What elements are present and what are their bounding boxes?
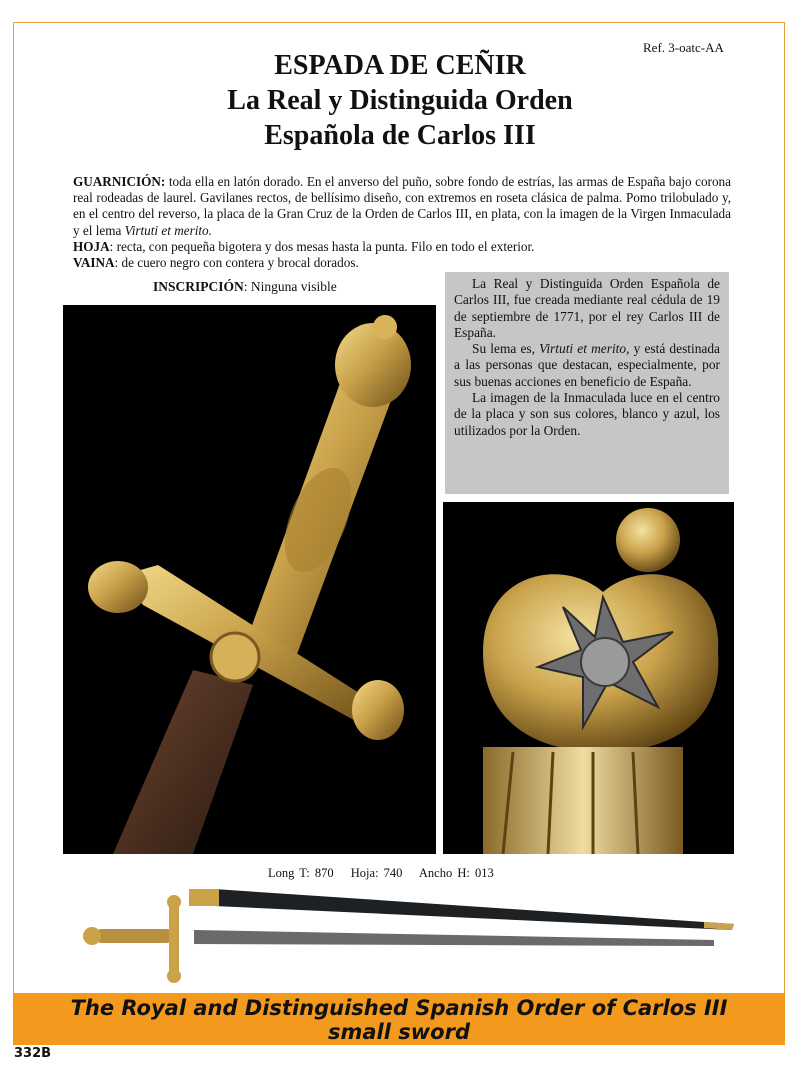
pommel-plaque-illustration	[443, 502, 734, 854]
scabbard-locket	[189, 889, 219, 906]
full-sword-illustration	[74, 884, 744, 984]
english-title-banner	[13, 993, 785, 1045]
hoja-label: HOJA	[73, 238, 110, 254]
dimension-long: Long T: 870	[268, 866, 334, 880]
pommel-shape	[335, 323, 411, 407]
title-line-2: La Real y Distinguida Orden	[227, 85, 573, 116]
guard-right-rosette	[352, 680, 404, 740]
blade-shape	[113, 670, 253, 854]
guard-center-rosette	[211, 633, 259, 681]
note-paragraph-2	[454, 341, 720, 390]
title-line-3: Española de Carlos III	[264, 120, 536, 151]
note-p2-before: Su lema es,	[472, 341, 540, 357]
history-note-box	[445, 272, 729, 494]
page-title	[150, 48, 650, 153]
title-line-1: ESPADA DE CEÑIR	[274, 50, 526, 81]
note-p2-after: y está destinada a las personas que destacan, especialmente, por sus buenas acciones en beneficio de España.	[454, 341, 721, 389]
page-number: 332B	[14, 1046, 52, 1061]
crossguard-bottom-finial	[167, 969, 181, 983]
guard-left-rosette	[88, 561, 148, 613]
banner-line-2: small sword	[328, 1020, 470, 1044]
inscription	[153, 279, 337, 295]
description-block	[73, 174, 731, 271]
pommel-top-knob	[616, 508, 680, 572]
guarnicion-motto: Virtuti et merito.	[124, 222, 212, 238]
hoja-text: : recta, con pequeña bigotera y dos mesas hasta la punta. Filo en todo el exterior.	[109, 238, 535, 254]
hoja-paragraph	[73, 239, 731, 255]
hilt-closeup-photo	[63, 305, 436, 854]
sword-crossguard-shape	[169, 902, 179, 978]
note-paragraph-3: La imagen de la Inmaculada luce en el centro de la placa y son sus colores, blanco y azul, los utilizados por la Orden.	[454, 390, 720, 438]
note-paragraph-1: La Real y Distinguida Orden Española de Carlos III, fue creada mediante real cédula de 19 de septiembre de 1771, por el rey Carlos III de España.	[454, 276, 720, 340]
sword-blade-shape	[194, 930, 714, 946]
pommel-finial-shape	[373, 315, 397, 339]
banner-line-1: The Royal and Distinguished Spanish Order of Carlos III	[70, 996, 728, 1020]
dimensions	[268, 866, 506, 881]
reference-code: Ref. 3-oatc-AA	[643, 40, 724, 55]
guarnicion-text: toda ella en latón dorado. En el anverso del puño, sobre fondo de estrías, las armas de España bajo corona real rodeadas de laurel. Gavilanes rectos, de bellísimo diseño, con extremos en roseta clásica de palma. Pomo trilobulado y, en el centro del reverso, la placa de la Gran Cruz de la Orden de Carlos III, en plata, con la imagen de la Virgen Inmaculada y el lema	[73, 174, 731, 238]
sword-grip-shape	[96, 929, 172, 943]
dimension-ancho: Ancho H: 013	[418, 866, 494, 880]
crossguard-top-finial	[167, 895, 181, 909]
plaque-medallion	[581, 638, 629, 686]
vaina-label: VAINA	[73, 255, 115, 271]
guarnicion-label: GUARNICIÓN:	[73, 174, 166, 189]
sword-pommel-shape	[83, 927, 101, 945]
guarnicion-paragraph	[73, 174, 731, 239]
vaina-paragraph	[73, 255, 731, 271]
hilt-closeup-illustration	[63, 305, 436, 854]
inscription-label: INSCRIPCIÓN	[153, 279, 244, 294]
full-sword-photo	[74, 884, 744, 984]
pommel-plaque-photo	[443, 502, 734, 854]
inscription-text: : Ninguna visible	[243, 279, 337, 294]
vaina-text: : de cuero negro con contera y brocal dorados.	[114, 255, 359, 271]
note-p2-motto: Virtuti et merito,	[539, 341, 630, 357]
scabbard-shape	[189, 889, 734, 930]
dimension-hoja: Hoja: 740	[350, 866, 403, 880]
